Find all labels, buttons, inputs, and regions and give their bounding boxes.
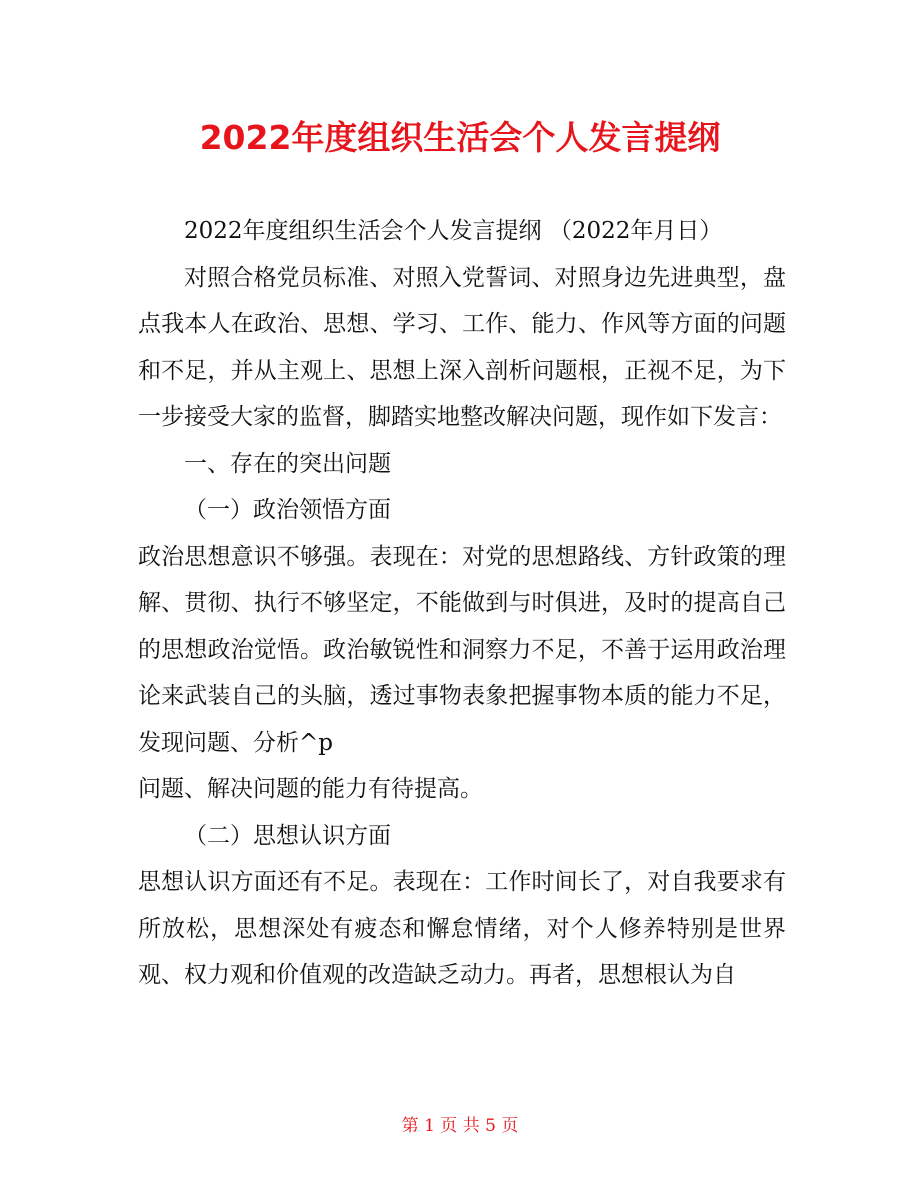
document-body (138, 208, 786, 999)
subsection-heading-1: （一）政治领悟方面 (184, 497, 391, 523)
document-title: 2022年度组织生活会个人发言提纲 (199, 118, 721, 157)
body-paragraph-2: 思想认识方面还有不足。表现在：工作时间长了，对自我要求有所放松，思想深处有疲态和懈怠情绪，对个人修养特别是世界观、权力观和价值观的改造缺乏动力。再者，思想根认为自 (138, 869, 786, 988)
intro-paragraph: 对照合格党员标准、对照入党誓词、对照身边先进典型，盘点我本人在政治、思想、学习、工作、能力、作风等方面的问题和不足，并从主观上、思想上深入剖析问题根，正视不足，为下一步接受大家的监督，脚踏实地整改解决问题，现作如下发言： (138, 264, 786, 430)
subsection-heading-2: （二）思想认识方面 (184, 822, 391, 849)
body-paragraph-1: 政治思想意识不够强。表现在：对党的思想路线、方针政策的理解、贯彻、执行不够坚定，不能做到与时俱进，及时的提高自己的思想政治觉悟。政治敏锐性和洞察力不足，不善于运用政治理论来武装自己的头脑，透过事物表象把握事物本质的能力不足，发现问题、分析^p (138, 543, 786, 756)
page-number-footer: 第 1 页 共 5 页 (401, 1116, 519, 1136)
section-heading-1: 一、存在的突出问题 (184, 450, 391, 477)
body-paragraph-1-continued: 问题、解决问题的能力有待提高。 (138, 776, 483, 802)
subtitle-line: 2022年度组织生活会个人发言提纲 （2022年月日） (184, 218, 723, 244)
